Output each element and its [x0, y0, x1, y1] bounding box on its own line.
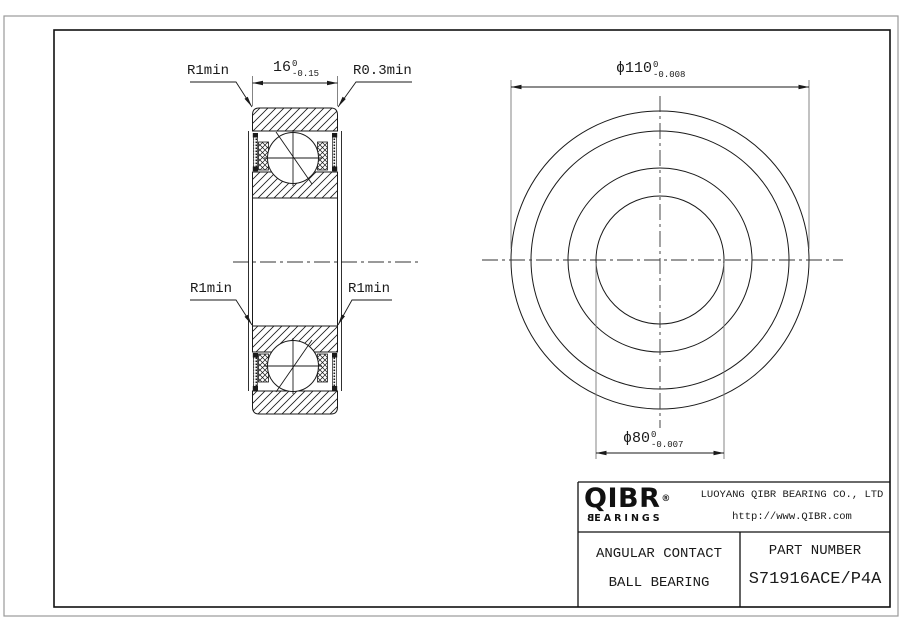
logo-sub-text: BEARINGS: [584, 513, 663, 524]
company-name: LUOYANG QIBR BEARING CO., LTD: [700, 489, 884, 501]
cage-left-top: [259, 142, 269, 170]
outer-ring-top-section: [253, 108, 338, 131]
registered-trademark-icon: ®: [661, 493, 671, 504]
outer-ring-bottom-section: [253, 391, 338, 414]
part-number-value: S71916ACE/P4A: [748, 570, 882, 589]
page-borders: [4, 16, 898, 616]
company-website: http://www.QIBR.com: [732, 511, 852, 523]
width-dimension: 16 0 -0.15: [273, 59, 320, 79]
outer-diameter-dimension: ϕ110 0 -0.008: [616, 60, 686, 80]
cage-right-top: [318, 142, 328, 170]
leader-r1min-top-left: [190, 82, 252, 107]
cage-right-bottom: [318, 354, 328, 382]
side-section-view: [233, 108, 420, 414]
product-type-line1: ANGULAR CONTACT: [595, 546, 723, 562]
fillet-label-bottom-left: R1min: [190, 281, 233, 297]
seal-right-bottom: [333, 354, 337, 390]
cage-left-bottom: [259, 354, 269, 382]
bore-diameter-dimension: ϕ80 0 -0.007: [623, 430, 684, 450]
product-type-line2: BALL BEARING: [608, 575, 710, 591]
logo-brand-text: QIBR: [584, 483, 661, 514]
seal-left-bottom: [254, 354, 258, 390]
seal-left-top: [254, 134, 258, 172]
leader-r1min-bottom-left: [190, 300, 252, 325]
fillet-label-top-left: R1min: [187, 63, 230, 79]
leader-r1min-bottom-right: [338, 300, 392, 325]
company-logo: [584, 483, 680, 524]
fillet-label-bottom-right: R1min: [348, 281, 391, 297]
front-view: [482, 80, 843, 459]
leader-r03min-top-right: [338, 82, 412, 107]
seal-right-top: [333, 134, 337, 172]
fillet-label-top-right: R0.3min: [353, 63, 412, 79]
part-number-label: PART NUMBER: [768, 543, 862, 559]
